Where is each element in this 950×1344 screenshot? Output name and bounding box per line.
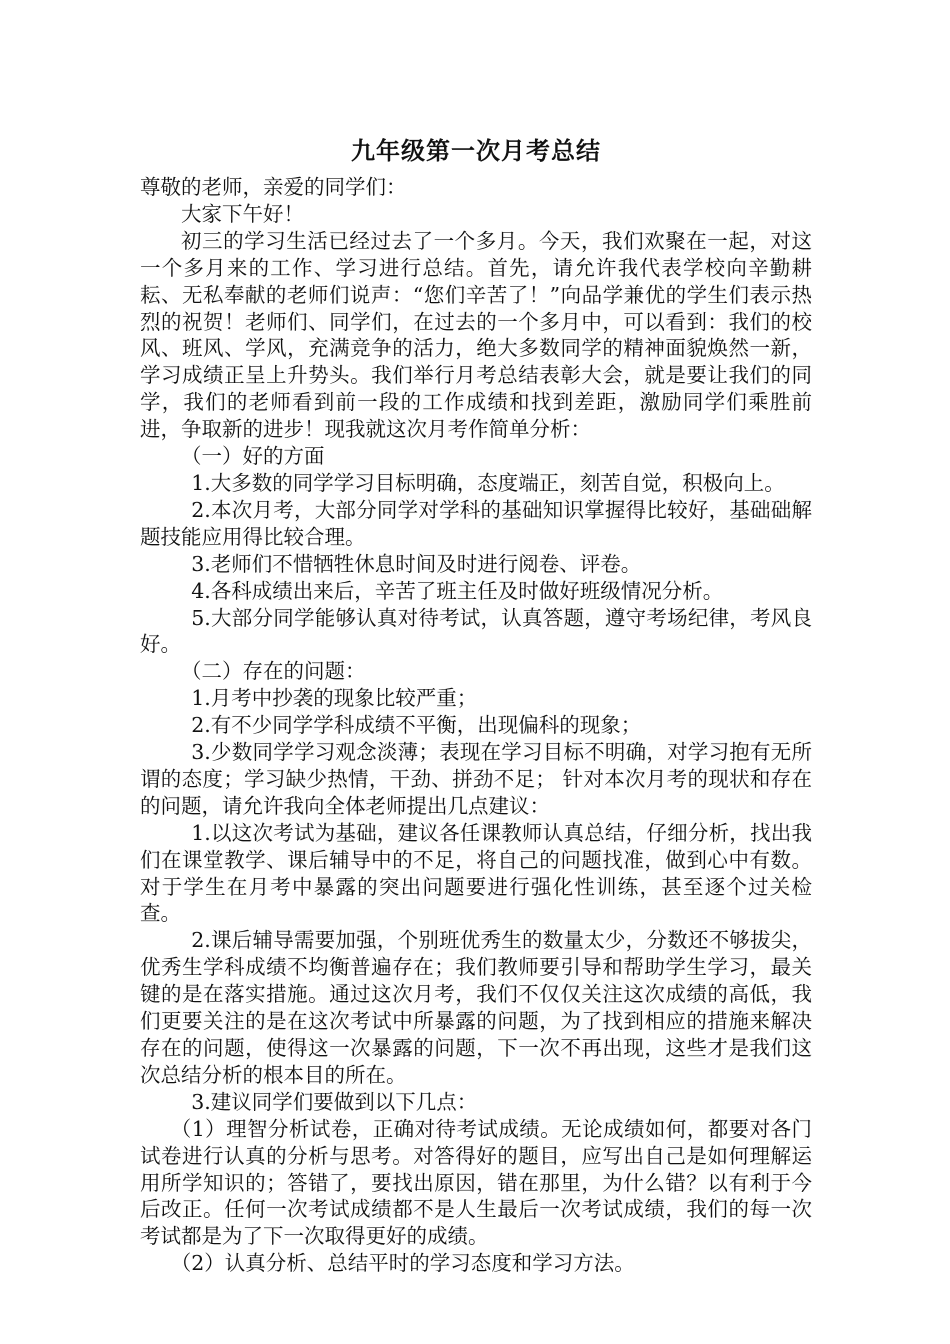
student-point: （1）理智分析试卷，正确对待考试成绩。无论成绩如何，都要对各门试卷进行认真的分析与思考。对答得好的题目，应写出自己是如何理解运用所学知识的；答错了，要找出原因，错在那里，为什么错？以有利于今后改正。任何一次考试成绩都不是人生最后一次考试成绩，我们的每一次考试都是为了下一次取得更好的成绩。 [140,1116,812,1249]
section1-item: 1.大多数的同学学习目标明确，态度端正，刻苦自觉，积极向上。 [191,470,785,495]
document-title: 九年级第一次月考总结 [351,136,601,165]
student-point: （2）认真分析、总结平时的学习态度和学习方法。 [170,1251,635,1276]
section1-item: 5.大部分同学能够认真对待考试，认真答题，遵守考场纪律，考风良好。 [140,605,812,657]
intro-paragraph: 初三的学习生活已经过去了一个多月。今天，我们欢聚在一起，对这一个多月来的工作、学习进行总结。首先，请允许我代表学校向辛勤耕耘、无私奉献的老师们说声：“您们辛苦了！”向品学兼优的学生们表示热烈的祝贺！老师们、同学们，在过去的一个多月中，可以看到：我们的校风、班风、学风，充满竞争的活力，绝大多数同学的精神面貌焕然一新，学习成绩正呈上升势头。我们举行月考总结表彰大会，就是要让我们的同学，我们的老师看到前一段的工作成绩和找到差距，激励同学们乘胜前进，争取新的进步！现我就这次月考作简单分析： [140,228,812,442]
section1-item: 2.本次月考，大部分同学对学科的基础知识掌握得比较好，基础础解题技能应用得比较合理。 [140,497,812,549]
section2-item: 1.月考中抄袭的现象比较严重； [191,686,478,711]
section1-heading: （一）好的方面 [181,444,325,469]
document-page [140,130,812,1277]
greeting: 尊敬的老师，亲爱的同学们： [140,175,407,199]
section1-item: 3.老师们不惜牺牲休息时间及时进行阅卷、评卷。 [191,551,642,576]
section2-item: 3.少数同学学习观念淡薄；表现在学习目标不明确，对学习抱有无所谓的态度；学习缺少热情，干劲、拼劲不足； 针对本次月考的现状和存在的问题，请允许我向全体老师提出几点建议： [140,740,812,818]
section2-heading: （二）存在的问题： [181,659,366,684]
suggestion-item: 2.课后辅导需要加强，个别班优秀生的数量太少，分数还不够拔尖，优秀生学科成绩不均衡普遍存在；我们教师要引导和帮助学生学习，最关键的是在落实措施。通过这次月考，我们不仅仅关注这次成绩的高低，我们更要关注的是在这次考试中所暴露的问题，为了找到相应的措施来解决存在的问题，使得这一次暴露的问题，下一次不再出现，这些才是我们这次总结分析的根本目的所在。 [140,928,812,1087]
section1-item: 4.各科成绩出来后，辛苦了班主任及时做好班级情况分析。 [191,578,724,603]
section2-item: 2.有不少同学学科成绩不平衡，出现偏科的现象； [191,713,642,738]
suggestion-item: 1.以这次考试为基础，建议各任课教师认真总结，仔细分析，找出我们在课堂教学、课后辅导中的不足，将自己的问题找准，做到心中有数。对于学生在月考中暴露的突出问题要进行强化性训练，甚至逐个过关检查。 [140,820,812,926]
suggestion-item: 3.建议同学们要做到以下几点： [191,1089,478,1114]
hello-line: 大家下午好！ [181,201,304,226]
